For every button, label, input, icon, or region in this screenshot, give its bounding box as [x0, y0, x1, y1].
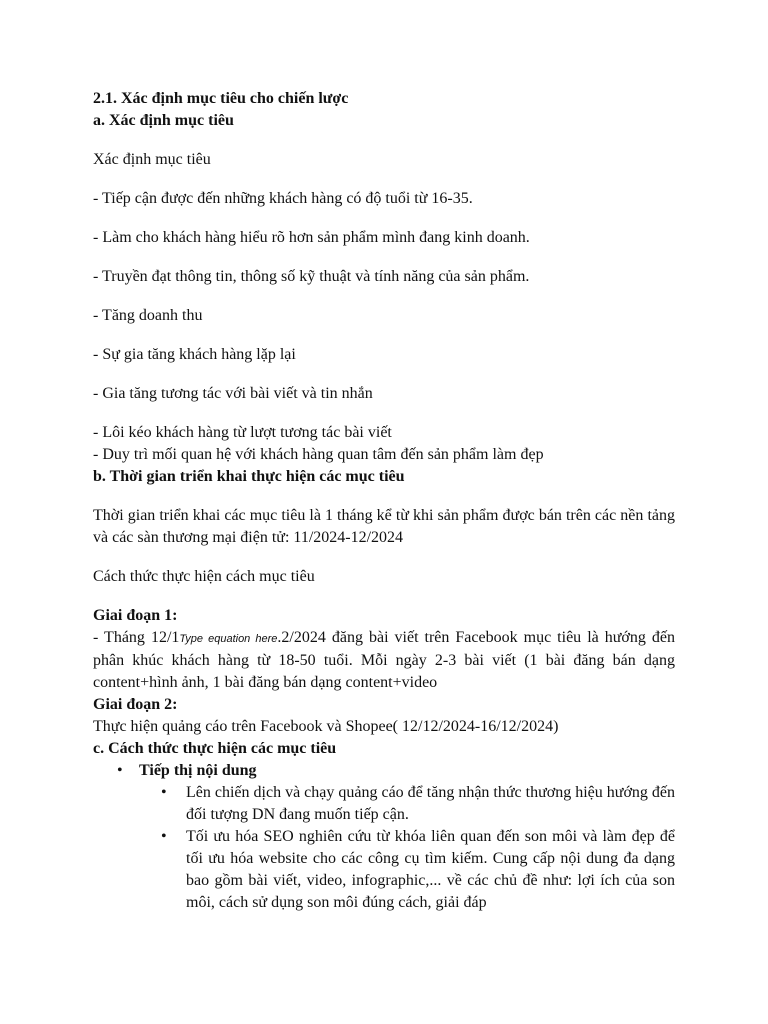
- list-item-text: Tối ưu hóa SEO nghiên cứu từ khóa liên quan đến son môi và làm đẹp để tối ưu hóa website cho các công cụ tìm kiếm. Cung cấp nội dung đa dạng bao gồm bài viết, video, infographic,... về các chủ đề như: lợi ích của son môi, cách sử dụng son môi đúng cách, giải đáp: [186, 828, 675, 911]
- bullet-icon: •: [161, 784, 167, 801]
- goal-item: - Làm cho khách hàng hiểu rõ hơn sản phẩm mình đang kinh doanh.: [93, 229, 530, 246]
- timeline-paragraph: Thời gian triển khai các mục tiêu là 1 tháng kể từ khi sản phẩm được bán trên các nền tảng và các sàn thương mại điện tử: 11/2024-12/2024: [93, 507, 675, 546]
- goals-intro: Xác định mục tiêu: [93, 151, 211, 168]
- section-heading: 2.1. Xác định mục tiêu cho chiến lược: [93, 90, 349, 107]
- method-list: [93, 760, 675, 914]
- phase1-paragraph: [93, 627, 675, 694]
- content-marketing-heading: Tiếp thị nội dung: [139, 762, 257, 779]
- list-item: [93, 760, 675, 914]
- goal-item: - Gia tăng tương tác với bài viết và tin nhắn: [93, 385, 373, 402]
- sub-a-heading: a. Xác định mục tiêu: [93, 112, 234, 129]
- goal-item: - Truyền đạt thông tin, thông số kỹ thuật và tính năng của sản phẩm.: [93, 268, 530, 285]
- goal-item: - Duy trì mối quan hệ với khách hàng quan tâm đến sản phẩm làm đẹp: [93, 446, 544, 463]
- sub-c-heading: c. Cách thức thực hiện các mục tiêu: [93, 740, 337, 757]
- bullet-icon: •: [161, 828, 167, 845]
- phase1-heading: Giai đoạn 1:: [93, 607, 178, 624]
- content-marketing-list: [139, 782, 675, 914]
- document-page: [93, 88, 675, 914]
- list-item: [161, 782, 676, 826]
- list-item-text: Lên chiến dịch và chạy quảng cáo để tăng nhận thức thương hiệu hướng đến đối tượng DN đang muốn tiếp cận.: [186, 784, 676, 823]
- goal-item: - Tăng doanh thu: [93, 307, 203, 324]
- bullet-icon: •: [117, 762, 123, 779]
- sub-b-heading: b. Thời gian triển khai thực hiện các mục tiêu: [93, 468, 405, 485]
- goal-item: - Tiếp cận được đến những khách hàng có độ tuổi từ 16-35.: [93, 190, 473, 207]
- phase2-paragraph: Thực hiện quảng cáo trên Facebook và Shopee( 12/12/2024-16/12/2024): [93, 718, 559, 735]
- goal-item: - Sự gia tăng khách hàng lặp lại: [93, 346, 296, 363]
- list-item: [161, 826, 675, 914]
- phase2-heading: Giai đoạn 2:: [93, 696, 178, 713]
- phase1-text-start: - Tháng 12/1: [93, 629, 180, 646]
- equation-placeholder[interactable]: Type equation here: [179, 633, 278, 645]
- phase1-text-end: .2/2024 đăng bài viết trên Facebook mục tiêu là hướng đến phân khúc khách hàng từ 18-50 tuổi. Mỗi ngày 2-3 bài viết (1 bài đăng bán dạng content+hình ảnh, 1 bài đăng bán dạng content+video: [93, 629, 675, 691]
- goal-item: - Lôi kéo khách hàng từ lượt tương tác bài viết: [93, 424, 392, 441]
- method-intro: Cách thức thực hiện cách mục tiêu: [93, 568, 315, 585]
